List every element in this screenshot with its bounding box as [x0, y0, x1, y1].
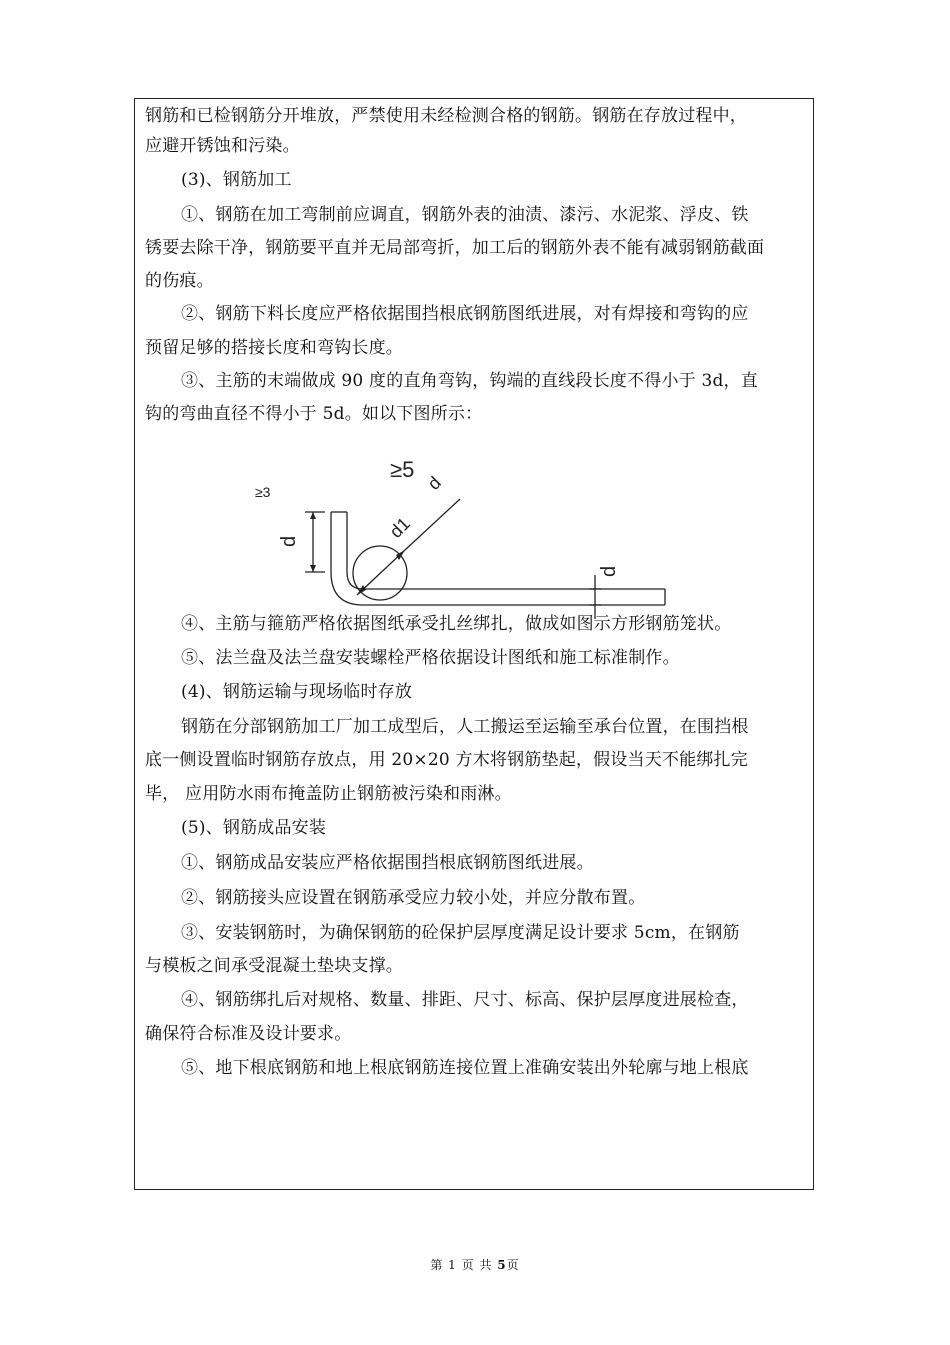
- paragraph-line: 锈要去除干净，钢筋要平直并无局部弯折，加工后的钢筋外表不能有减弱钢筋截面: [145, 238, 765, 258]
- paragraph-line: 钩的弯曲直径不得小于 5d。如以下图所示：: [145, 404, 483, 424]
- label-d-diagonal: d: [423, 472, 445, 494]
- paragraph-line: ②、钢筋下料长度应严格依据围挡根底钢筋图纸进展，对有焊接和弯钩的应: [181, 304, 749, 324]
- footer-suffix: 页: [506, 1258, 520, 1272]
- footer-prefix: 第: [430, 1258, 444, 1272]
- paragraph-line: 确保符合标准及设计要求。: [145, 1024, 352, 1044]
- paragraph-line: ③、安装钢筋时，为确保钢筋的砼保护层厚度满足设计要求 5cm，在钢筋: [181, 923, 740, 943]
- label-ge3: ≥3: [255, 484, 271, 500]
- section-heading: (5)、钢筋成品安装: [181, 818, 327, 838]
- paragraph-line: 与模板之间承受混凝土垫块支撑。: [145, 956, 403, 976]
- paragraph-line: 预留足够的搭接长度和弯钩长度。: [145, 338, 403, 358]
- arrow-head: [310, 512, 316, 519]
- section-heading: (4)、钢筋运输与现场临时存放: [181, 682, 413, 702]
- label-d1: d1: [385, 513, 414, 542]
- paragraph-line: ③、主筋的末端做成 90 度的直角弯钩，钩端的直线段长度不得小于 3d，直: [181, 371, 758, 391]
- footer-mid: 页 共: [461, 1258, 493, 1272]
- paragraph-line: ①、钢筋在加工弯制前应调直，钢筋外表的油渍、漆污、水泥浆、浮皮、铁: [181, 205, 749, 225]
- paragraph-line: 钢筋和已检钢筋分开堆放，严禁使用未经检测合格的钢筋。钢筋在存放过程中，: [145, 106, 747, 126]
- footer-page-number: 1: [448, 1258, 457, 1272]
- paragraph-line: ⑤、地下根底钢筋和地上根底钢筋连接位置上准确安装出外轮廓与地上根底: [181, 1058, 749, 1078]
- footer-total-pages: 5: [497, 1258, 507, 1272]
- label-ge5: ≥5: [390, 457, 415, 482]
- label-d-left: d: [278, 535, 300, 547]
- paragraph-line: 底一侧设置临时钢筋存放点，用 20×20 方木将钢筋垫起，假设当天不能绑扎完: [145, 750, 748, 770]
- paragraph-line: ②、钢筋接头应设置在钢筋承受应力较小处，并应分散布置。: [181, 888, 646, 908]
- page-footer: [0, 1256, 950, 1273]
- paragraph-line: ⑤、法兰盘及法兰盘安装螺栓严格依据设计图纸和施工标准制作。: [181, 648, 680, 668]
- leader-line: [405, 499, 460, 550]
- label-d-right: d: [598, 565, 620, 577]
- paragraph-line: 钢筋在分部钢筋加工厂加工成型后，人工搬运至运输至承台位置，在围挡根: [181, 717, 749, 737]
- arrow-head: [310, 565, 316, 572]
- paragraph-line: 应避开锈蚀和污染。: [145, 136, 300, 156]
- paragraph-line: ①、钢筋成品安装应严格依据围挡根底钢筋图纸进展。: [181, 853, 594, 873]
- bar-outline: [347, 572, 363, 589]
- section-heading: (3)、钢筋加工: [181, 170, 292, 190]
- paragraph-line: ④、主筋与箍筋严格依据图纸承受扎丝绑扎，做成如图示方形钢筋笼状。: [181, 614, 732, 634]
- document-frame: [134, 98, 814, 1190]
- paragraph-line: 毕， 应用防水雨布掩盖防止钢筋被污染和雨淋。: [145, 784, 512, 804]
- paragraph-line: ④、钢筋绑扎后对规格、数量、排距、尺寸、标高、保护层厚度进展检查，: [181, 990, 749, 1010]
- paragraph-line: 的伤痕。: [145, 271, 214, 291]
